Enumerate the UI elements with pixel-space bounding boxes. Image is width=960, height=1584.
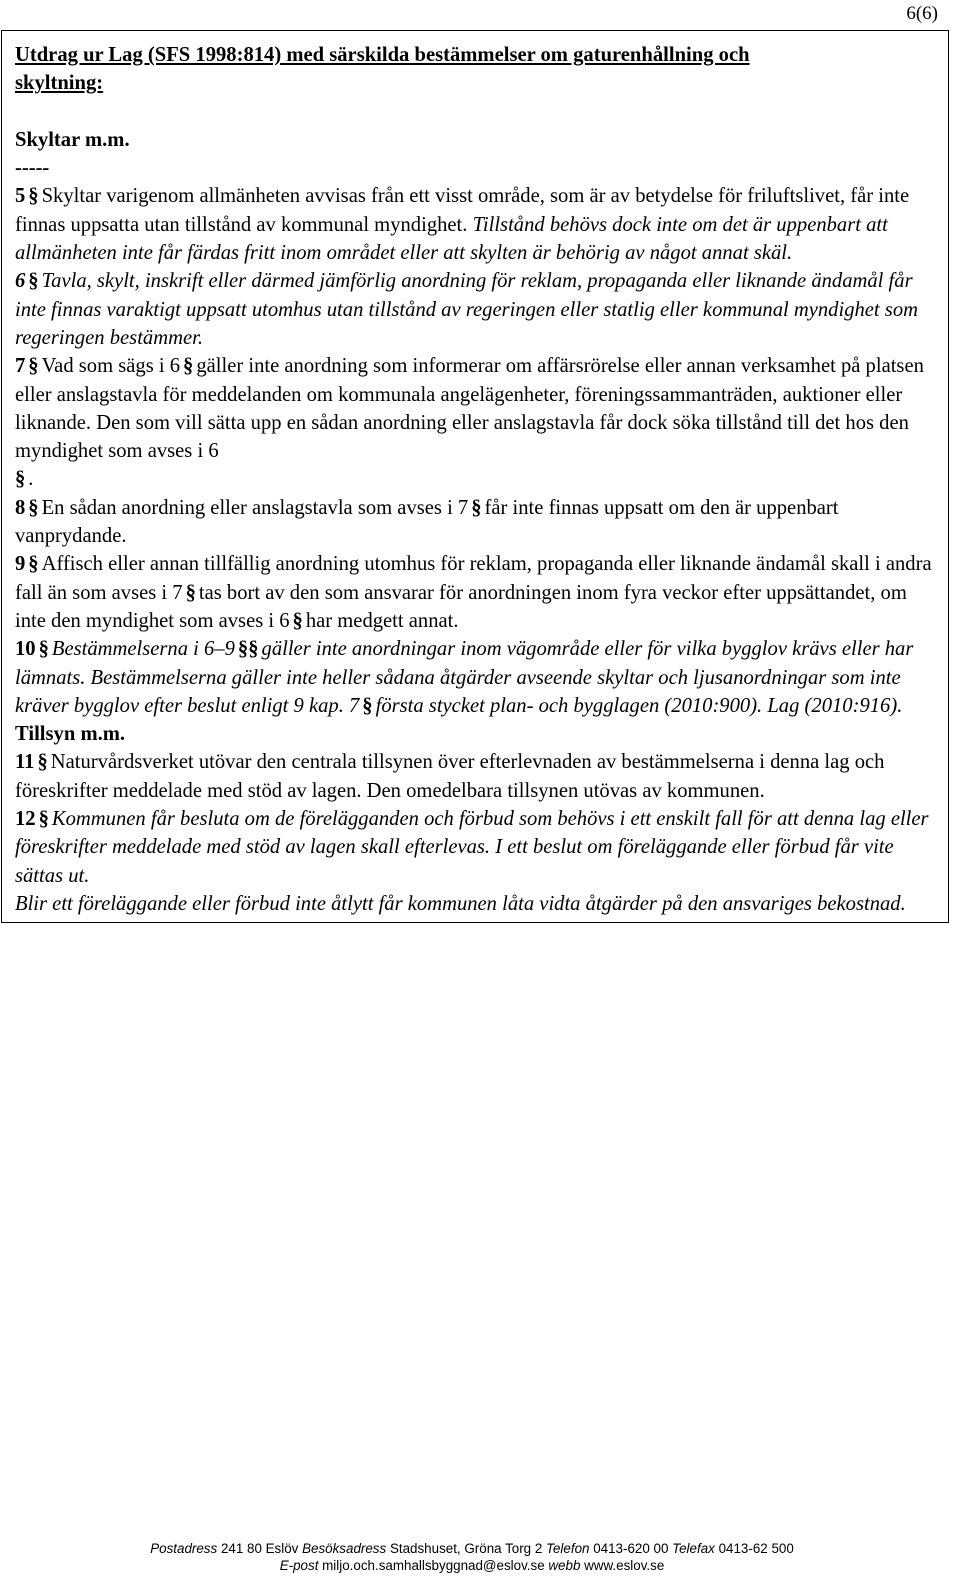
section-6: [15, 267, 935, 352]
paragraph-sign: §: [37, 751, 48, 774]
section-number: 7: [15, 355, 26, 378]
footer-label: E-post: [279, 1558, 319, 1573]
footer-email: miljo.och.samhallsbyggnad@eslov.se: [322, 1558, 545, 1573]
section-5-text-a: Skyltar varigenom allmänheten avvisas från ett visst område, som är av betydelse för friluftslivet, får inte finnas uppsatta utan tillstånd av kommunal myndighet.: [15, 185, 910, 236]
section-8: [15, 494, 935, 551]
excerpt-heading: [15, 41, 935, 98]
section-number: 5: [15, 185, 26, 208]
section-11: [15, 748, 935, 805]
section-number: 9: [15, 553, 26, 576]
footer-value: Stadshuset, Gröna Torg 2: [389, 1541, 543, 1556]
section-number: 6: [15, 270, 26, 293]
page-number: 6(6): [906, 3, 938, 24]
heading-line-2: skyltning:: [15, 72, 104, 95]
paragraph-sign: §: [292, 609, 303, 632]
section-5: [15, 182, 935, 267]
section-9-text-a: Affisch eller annan tillfällig anordning utomhus för reklam, propaganda eller liknande ändamål skall i andra fall än som avses i 7: [15, 553, 932, 604]
paragraph-sign: §: [471, 496, 482, 519]
blank-line: [15, 98, 935, 126]
heading-line-1: Utdrag ur Lag (SFS 1998:814) med särskilda bestämmelser om gaturenhållning och: [15, 44, 750, 66]
section-12: [15, 805, 935, 890]
paragraph-sign: §: [28, 355, 39, 378]
section-12-text: Kommunen får besluta om de förelägganden och förbud som behövs i ett enskilt fall för att denna lag eller föreskrifter meddelade med stöd av lagen skall efterlevas. I ett beslut om föreläggande eller förbud får vite sättas ut.: [15, 808, 929, 887]
paragraph-sign: §: [28, 185, 39, 208]
section-10-text-c: Bestämmelserna gäller inte heller sådana åtgärder avseende skyltar och ljusanordningar som inte kräver bygglov efter beslut enligt 9 kap. 7: [15, 666, 901, 717]
section-9: [15, 550, 935, 635]
section-7-text-a: Vad som sägs i 6: [41, 355, 181, 378]
paragraph-sign: §: [185, 581, 196, 604]
footer-website: www.eslov.se: [584, 1558, 665, 1573]
section-11-text: Naturvårdsverket utövar den centrala tillsynen över efterlevnaden av bestämmelserna i denna lag och föreskrifter meddelade med stöd av lagen. Den omedelbara tillsynen utövas av kommunen.: [15, 751, 885, 802]
section-9-text-b: tas bort av den som ansvarar för anordningen inom fyra veckor efter uppsättandet, om inte den myndighet som avses i 6: [15, 581, 907, 632]
footer-line-1: [0, 1540, 952, 1557]
subheading-tillsyn: Tillsyn m.m.: [15, 723, 126, 746]
footer-line-2: [0, 1557, 952, 1574]
paragraph-sign: §: [38, 808, 49, 831]
paragraph-sign: §: [38, 638, 49, 661]
section-5-text-b: Tillstånd behövs dock inte om det är uppenbart att allmänheten inte får färdas fritt inom området eller att skylten är behörig av något annat skäl.: [15, 213, 888, 265]
footer-value: 241 80 Eslöv: [220, 1541, 299, 1556]
section-number: 8: [15, 496, 26, 519]
section-number: 10: [15, 638, 36, 661]
section-number: 12: [15, 808, 36, 831]
section-7-end: .: [28, 468, 34, 491]
paragraph-sign: §: [15, 468, 26, 491]
footer-value: 0413-620 00: [593, 1541, 669, 1556]
subheading-skyltar: Skyltar m.m.: [15, 128, 130, 151]
section-6-text: Tavla, skylt, inskrift eller därmed jämförlig anordning för reklam, propaganda eller liknande ändamål får inte finnas varaktigt uppsatt utomhus utan tillstånd av regeringen eller statlig eller kommunal myndighet som regeringen bestämmer.: [15, 270, 918, 349]
section-10-text-a: Bestämmelserna i 6–9: [51, 638, 235, 661]
footer-label: Telefax: [672, 1541, 715, 1556]
law-excerpt-box: [1, 30, 949, 923]
section-8-text-a: En sådan anordning eller anslagstavla som avses i 7: [41, 496, 469, 519]
section-10-text-d: första stycket plan- och bygglagen (2010:900). Lag (2010:916).: [375, 694, 903, 717]
footer-label: Besöksadress: [302, 1541, 387, 1556]
footer-value: 0413-62 500: [718, 1541, 794, 1556]
section-7-text-c: Den som vill sätta upp en sådan anordning eller anslagstavla får dock söka tillstånd till det hos den myndighet som avses i 6: [15, 411, 909, 463]
footer-label: Postadress: [150, 1541, 218, 1556]
section-7: [15, 352, 935, 493]
section-10-text-b: gäller inte anordningar inom vägområde eller för vilka bygglov krävs eller har lämnats.: [15, 638, 914, 689]
section-9-text-c: har medgett annat.: [305, 609, 459, 632]
paragraph-sign: §§: [237, 638, 259, 661]
paragraph-sign: §: [362, 694, 373, 717]
paragraph-sign: §: [28, 270, 39, 293]
paragraph-sign: §: [183, 355, 194, 378]
section-number: 11: [15, 751, 35, 774]
section-7-text-b: gäller inte anordning som informerar om affärsrörelse eller annan verksamhet på platsen eller anslagstavla för meddelanden om kommunala angelägenheter, föreningssammanträden, auktioner eller liknande.: [15, 355, 924, 434]
section-10: [15, 635, 935, 720]
paragraph-sign: §: [28, 553, 39, 576]
section-8-text-b: får inte finnas uppsatt om den är uppenbart vanprydande.: [15, 496, 839, 548]
footer-label: Telefon: [546, 1541, 590, 1556]
dash-separator: -----: [15, 157, 50, 180]
footer-label: webb: [548, 1558, 581, 1573]
paragraph-sign: §: [28, 496, 39, 519]
section-12-paragraph-2: Blir ett föreläggande eller förbud inte åtlytt får kommunen låta vidta åtgärder på den ansvariges bekostnad.: [15, 892, 906, 915]
